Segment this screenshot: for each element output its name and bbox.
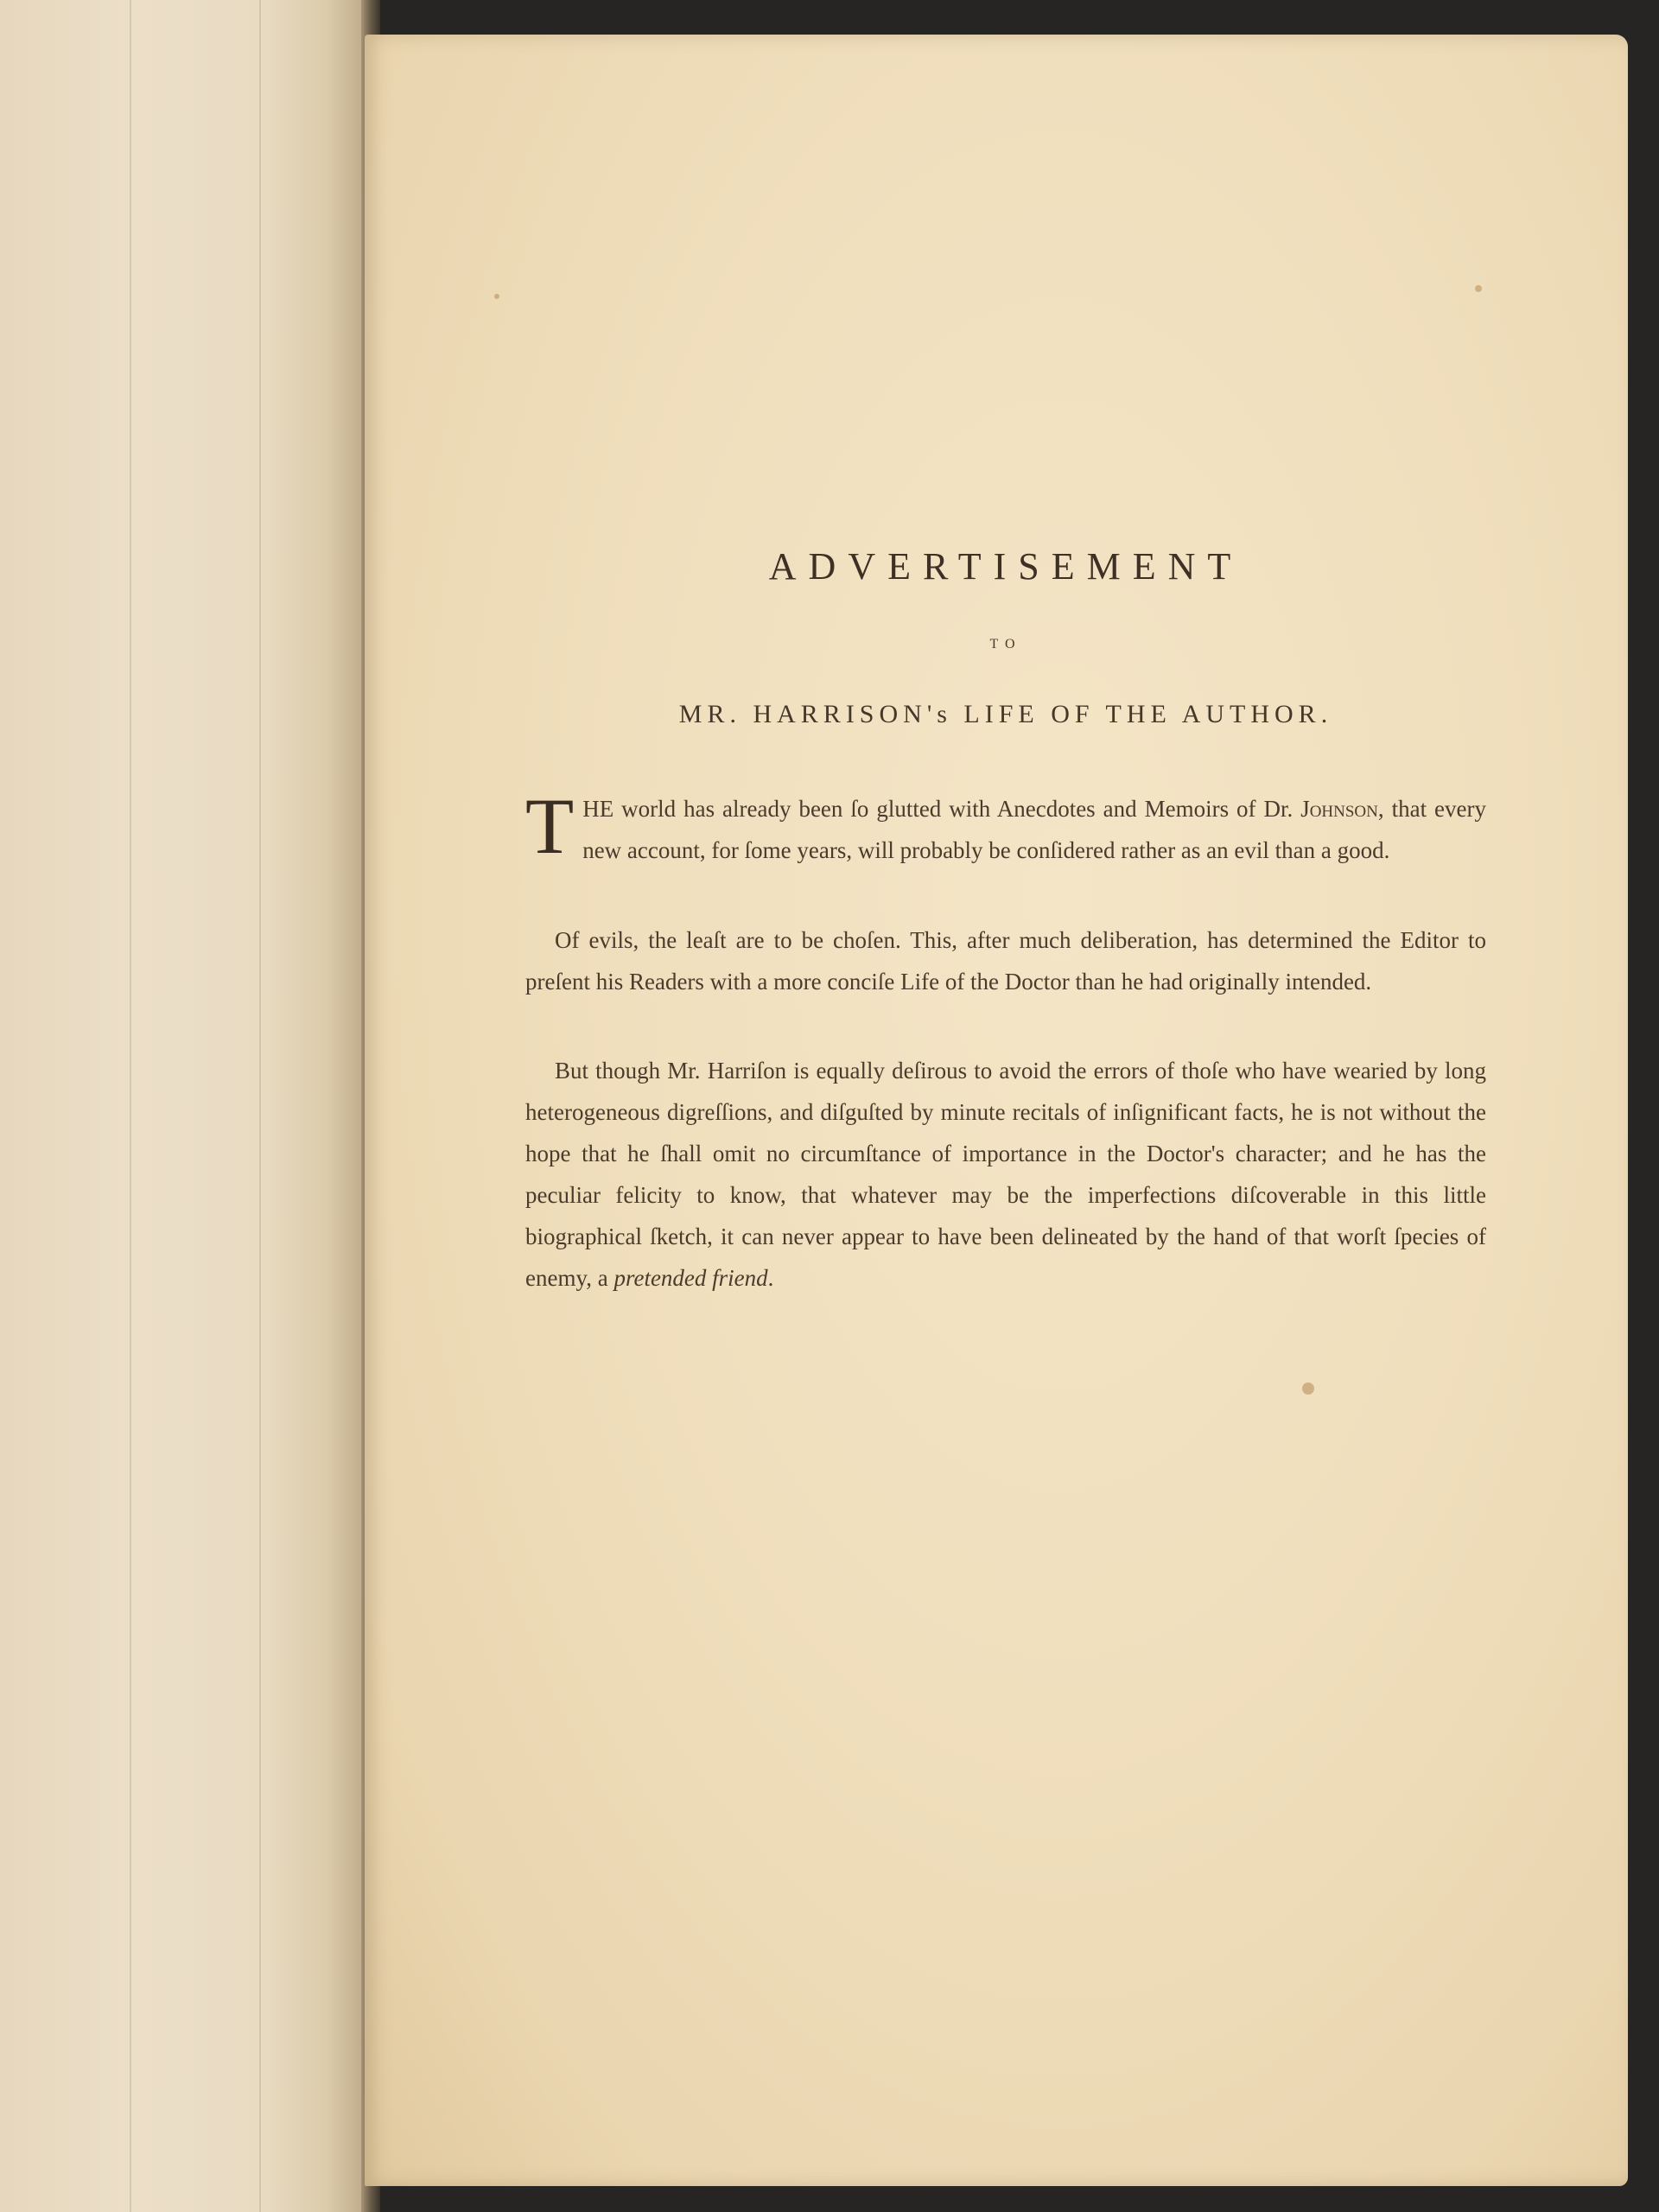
paragraph-3-text-after: . xyxy=(767,1265,774,1291)
page-title: ADVERTISEMENT xyxy=(768,545,1243,588)
foxing-spot xyxy=(1475,285,1482,292)
paragraph-1 xyxy=(525,782,1486,871)
foxing-spot xyxy=(1302,1382,1314,1395)
paragraph-3 xyxy=(525,1050,1486,1299)
foxing-spot xyxy=(494,294,499,299)
paragraph-3-text-before: But though Mr. Harriſon is equally deſirous to avoid the errors of thoſe who have wearied by long heterogeneous digreſſions, and diſguſted by minute recitals of inſignificant facts, he is not without the hope that he ſhall omit no circumſtance of importance in the Doctor's character; and he has the peculiar felicity to know, that whatever may be the imperfections diſcoverable in this little biographical ſketch, it can never appear to have been delineated by the hand of that worſt ſpecies of enemy, a xyxy=(525,1058,1486,1291)
pretended-friend-phrase: pretended friend xyxy=(613,1265,768,1291)
title-connector: TO xyxy=(989,637,1022,652)
johnson-name: Johnson xyxy=(1300,796,1378,822)
page-subtitle: MR. HARRISON's LIFE OF THE AUTHOR. xyxy=(678,700,1333,728)
paragraph-2: Of evils, the leaſt are to be choſen. This, after much deliberation, has determined the Editor to preſent his Readers with a more conciſe Life of the Doctor than he had originally intended. xyxy=(525,927,1486,995)
left-page xyxy=(0,0,372,2212)
drop-cap: T xyxy=(525,782,575,870)
page-fold xyxy=(259,0,261,2212)
page-fold xyxy=(130,0,131,2212)
paragraph-1-text-before: HE world has already been ſo glutted with Anecdotes and Memoirs of Dr. xyxy=(582,796,1301,822)
paragraph-1-text-after: , that every new account, for ſome years, will probably be conſidered rather as an evil than a good. xyxy=(582,796,1486,863)
